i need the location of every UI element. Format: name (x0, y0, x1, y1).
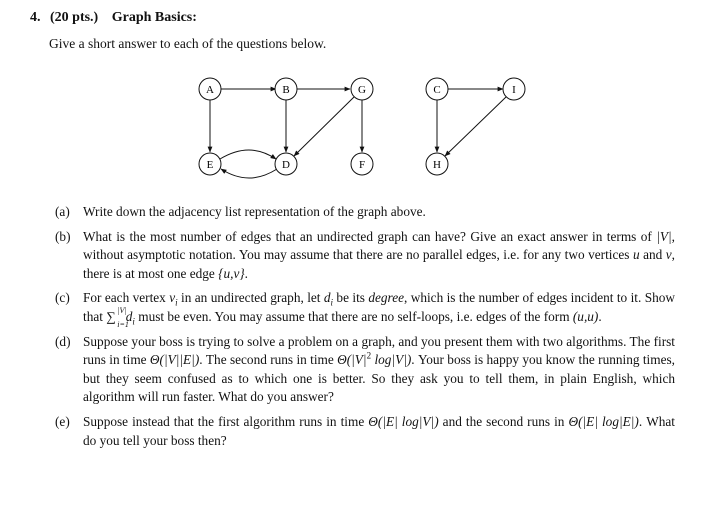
node-B (275, 78, 297, 100)
term-degree: degree (368, 290, 405, 306)
math-u: u (632, 247, 640, 263)
svg-text:E: E (206, 159, 214, 171)
math-time-2: Θ(|E| log|E|) (568, 413, 639, 429)
question-text: . The second runs in time (199, 352, 338, 368)
question-label: (c) (55, 290, 70, 306)
edge-G-D (294, 97, 354, 156)
question-text: , without asymptotic notation. You may assume that there are no parallel edges, i.e. for any two vertices (83, 228, 675, 263)
node-H (426, 153, 448, 175)
math-time-2b: log|V|) (371, 352, 412, 368)
question-text: Write down the adjacency list representation of the graph above. (83, 204, 426, 219)
question-text: . (598, 308, 602, 324)
graph-diagram (0, 0, 703, 200)
node-E (199, 153, 221, 175)
question-text: and the second runs in (438, 413, 569, 429)
node-D (275, 153, 297, 175)
question-text: . What do you tell your boss then? (83, 413, 676, 448)
question-e (55, 413, 675, 450)
node-F (351, 153, 373, 175)
question-text: For each vertex (83, 290, 170, 306)
math-time-1: Θ(|V||E|) (149, 352, 200, 368)
math-time-1: Θ(|E| log|V|) (368, 413, 439, 429)
svg-text:I: I (512, 84, 516, 96)
question-text: . (244, 265, 248, 281)
math-sum-term: d (125, 308, 133, 324)
question-text: be its (333, 290, 369, 306)
math-time-2-sup: 2 (366, 350, 372, 361)
problem-points: (20 pts.) (50, 10, 99, 25)
question-text: must be even. You may assume that there are no self-loops, i.e. edges of the form (134, 308, 573, 324)
question-b (55, 228, 675, 284)
question-label: (e) (55, 413, 70, 429)
node-C (426, 78, 448, 100)
math-sum (106, 305, 129, 329)
question-label: (b) (55, 228, 71, 244)
node-A (199, 78, 221, 100)
math-edge: {u,v} (218, 265, 245, 281)
question-text: What is the most number of edges that an undirected graph can have? Give an exact answer in terms of (83, 228, 657, 244)
math-vertex-count: |V| (656, 228, 672, 244)
question-text: in an undirected graph, let (177, 290, 324, 306)
svg-text:D: D (282, 159, 290, 171)
question-label: (d) (55, 333, 71, 349)
svg-text:G: G (358, 84, 366, 96)
math-time-2a: Θ(|V| (337, 352, 367, 368)
question-text: and (639, 247, 666, 263)
problem-intro: Give a short answer to each of the questions below. (49, 36, 327, 51)
question-text: . Your boss is happy you know the running times, but they seem confused as to which one is better. So they ask you to tell them, in plain English, which algorithm will run faster. What do you answer? (83, 352, 675, 405)
question-label: (a) (55, 204, 70, 219)
edge-I-H (445, 97, 506, 156)
svg-text:H: H (433, 159, 441, 171)
question-d (55, 333, 675, 407)
sum-lower: i=1 (117, 319, 129, 329)
svg-text:C: C (433, 84, 441, 96)
svg-text:F: F (358, 159, 366, 171)
math-vi-sub: i (175, 298, 178, 309)
node-G (351, 78, 373, 100)
svg-text:B: B (282, 84, 290, 96)
question-text: , which is the number of edges incident to it. Show that (83, 290, 675, 324)
problem-number: 4. (30, 10, 41, 25)
question-text: Suppose your boss is trying to solve a problem on a graph, and you present them with two algorithms. The first runs in time (83, 333, 675, 368)
question-c (55, 289, 675, 329)
math-self-loop: (u,u) (572, 308, 599, 324)
svg-text:A: A (206, 84, 214, 96)
edge-E-D (220, 150, 276, 159)
math-di: d (323, 290, 331, 306)
node-I (503, 78, 525, 100)
question-text: Suppose instead that the first algorithm runs in time (83, 413, 369, 429)
edge-D-E (221, 169, 277, 178)
question-a (55, 203, 675, 222)
math-di-sub: i (330, 298, 334, 309)
sum-symbol: ∑ (106, 308, 116, 324)
sum-upper: |V| (117, 305, 127, 315)
question-text: , there is at most one edge (83, 247, 675, 281)
math-sum-term-sub: i (132, 316, 135, 327)
question-list (55, 203, 675, 456)
problem-title: Graph Basics: (111, 10, 197, 25)
math-vi: v (169, 290, 176, 306)
math-v: v (665, 247, 672, 263)
